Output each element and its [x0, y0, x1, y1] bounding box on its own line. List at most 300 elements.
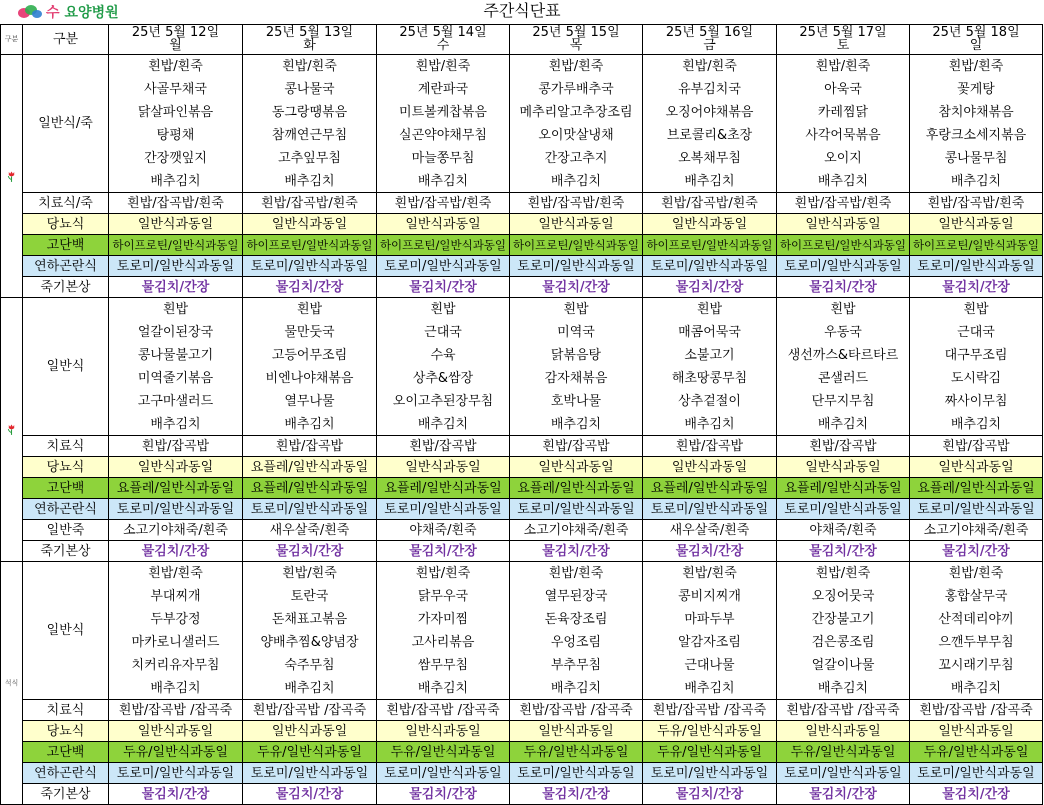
menu-cell: [643, 321, 777, 344]
diet-item: 요플레/일반식과동일: [517, 480, 635, 496]
diet-label: 죽기본상: [40, 786, 91, 802]
diet-item: 물김치/간장: [275, 543, 344, 559]
menu-cell: [109, 654, 243, 677]
menu-cell: [243, 55, 377, 78]
menu-cell: [377, 562, 510, 585]
menu-item: 카레찜닭: [817, 105, 869, 120]
diet-cell: [777, 721, 910, 742]
menu-item: 우동국: [824, 325, 862, 340]
diet-cell: [510, 763, 643, 784]
diet-item: 새우살죽/흰죽: [669, 522, 750, 538]
menu-item: 상추&쌈장: [412, 371, 474, 386]
menu-item: 미트볼케찹볶음: [399, 105, 487, 120]
diet-label-cell: [23, 499, 109, 520]
diet-cell: [377, 235, 510, 256]
menu-item: 열무나물: [284, 394, 335, 409]
diet-item: 흰밥/잡곡밥/흰죽: [261, 195, 358, 211]
diet-label-cell: [23, 457, 109, 478]
menu-cell: [777, 654, 910, 677]
diet-label-cell: [23, 193, 109, 214]
diet-label: 고단백: [46, 237, 85, 253]
menu-cell: [643, 147, 777, 170]
diet-cell: [643, 193, 777, 214]
menu-cell: [243, 170, 377, 193]
menu-cell: [109, 585, 243, 608]
diet-item: 일반식과동일: [805, 723, 881, 739]
diet-item: 물김치/간장: [409, 786, 477, 802]
diet-item: 물김치/간장: [942, 543, 1010, 559]
diet-cell: [643, 763, 777, 784]
menu-item: 수육: [430, 348, 456, 363]
menu-cell: [377, 631, 510, 654]
diet-item: 일반식과동일: [671, 459, 748, 475]
diet-cell: [643, 214, 777, 235]
diet-cell: [377, 763, 510, 784]
menu-item: 근대국: [424, 325, 462, 340]
diet-item: 토로미/일반식과동일: [384, 765, 502, 781]
diet-item: 토로미/일반식과동일: [250, 501, 369, 517]
menu-item: 흰밥: [162, 302, 189, 317]
menu-cell: [243, 562, 377, 585]
day-weekday: 금: [703, 38, 716, 53]
diet-item: 요플레/일반식과동일: [917, 480, 1035, 496]
menu-cell: [910, 298, 1043, 321]
menu-cell: [510, 55, 643, 78]
diet-cell: [643, 478, 777, 499]
menu-cell: [643, 367, 777, 390]
diet-item: 토로미/일반식과동일: [116, 501, 235, 517]
day-header: [777, 25, 910, 55]
diet-label: 치료식: [46, 438, 85, 454]
diet-cell: [377, 784, 510, 805]
menu-item: 배추김치: [817, 173, 869, 189]
menu-cell: [243, 677, 377, 700]
menu-cell: [243, 321, 377, 344]
menu-item: 닭볶음탕: [550, 348, 602, 363]
diet-label-cell: [23, 520, 109, 541]
menu-item: 검은콩조림: [811, 635, 875, 650]
menu-cell: [643, 170, 777, 193]
menu-item: 흰밥: [430, 302, 456, 317]
diet-cell: [109, 721, 243, 742]
menu-cell: [910, 562, 1043, 585]
diet-item: 토로미/일반식과동일: [250, 765, 369, 781]
diet-cell: [243, 499, 377, 520]
menu-item: 소불고기: [684, 348, 735, 363]
menu-cell: [510, 124, 643, 147]
diet-item: 두유/일반식과동일: [390, 744, 496, 760]
diet-cell: [510, 721, 643, 742]
diet-cell: [109, 457, 243, 478]
diet-item: 토로미/일반식과동일: [784, 501, 902, 517]
diet-item: 흰밥/잡곡밥/흰죽: [394, 195, 492, 211]
diet-cell: [910, 742, 1043, 763]
diet-item: 두유/일반식과동일: [123, 744, 228, 760]
menu-item: 배추김치: [550, 173, 602, 189]
diet-cell: [777, 277, 910, 298]
diet-cell: [777, 784, 910, 805]
diet-label-cell: [23, 235, 109, 256]
diet-cell: [243, 784, 377, 805]
diet-cell: [643, 457, 777, 478]
menu-item: 마카로니샐러드: [131, 635, 220, 650]
diet-item: 두유/일반식과동일: [790, 744, 896, 760]
menu-item: 참깨연근무침: [271, 128, 348, 143]
menu-item: 상추겉절이: [678, 394, 741, 409]
menu-item: 배추김치: [284, 173, 335, 189]
menu-cell: [243, 367, 377, 390]
diet-item: 두유/일반식과동일: [923, 744, 1029, 760]
menu-cell: [109, 101, 243, 124]
diet-item: 흰밥/잡곡밥/흰죽: [927, 195, 1025, 211]
menu-item: 미역줄기볶음: [137, 371, 214, 386]
diet-cell: [377, 436, 510, 457]
menu-cell: [910, 585, 1043, 608]
diet-cell: [243, 478, 377, 499]
menu-item: 배추김치: [150, 680, 201, 696]
menu-item: 흰밥/흰죽: [148, 59, 203, 74]
menu-item: 흰밥: [696, 302, 723, 317]
menu-cell: [777, 124, 910, 147]
menu-item: 오징어뭇국: [811, 589, 875, 604]
menu-cell: [109, 124, 243, 147]
menu-cell: [643, 677, 777, 700]
diet-item: 일반식과동일: [405, 216, 481, 232]
diet-cell: [510, 784, 643, 805]
day-date: 25년 5월 12일: [131, 25, 220, 40]
diet-item: 물김치/간장: [141, 786, 210, 802]
menu-cell: [510, 321, 643, 344]
diet-item: 두유/일반식과동일: [657, 744, 762, 760]
menu-item: 콩나물국: [284, 82, 335, 97]
category-label-cell: [23, 562, 109, 700]
diet-cell: [243, 541, 377, 562]
menu-item: 유부김치국: [678, 82, 741, 97]
diet-cell: [377, 457, 510, 478]
diet-item: 토로미/일반식과동일: [517, 501, 635, 517]
diet-cell: [643, 742, 777, 763]
menu-cell: [910, 654, 1043, 677]
menu-item: 사골무채국: [144, 82, 207, 97]
diet-cell: [377, 214, 510, 235]
menu-item: 해초땅콩무침: [671, 371, 748, 386]
diet-item: 흰밥/잡곡밥/흰죽: [661, 195, 758, 211]
diet-item: 요플레/일반식과동일: [250, 480, 369, 496]
menu-item: 배추김치: [417, 173, 469, 189]
diet-item: 토로미/일반식과동일: [250, 258, 369, 274]
menu-cell: [643, 78, 777, 101]
diet-item: 일반식과동일: [538, 723, 614, 739]
menu-cell: [777, 367, 910, 390]
diet-cell: [910, 721, 1043, 742]
menu-cell: [777, 298, 910, 321]
menu-cell: [910, 677, 1043, 700]
diet-cell: [777, 457, 910, 478]
diet-cell: [243, 721, 377, 742]
diet-item: 일반식과동일: [405, 459, 481, 475]
menu-cell: [510, 654, 643, 677]
menu-cell: [243, 298, 377, 321]
page-title: 주간식단표: [483, 1, 561, 20]
menu-cell: [377, 390, 510, 413]
menu-cell: [510, 677, 643, 700]
diet-cell: [910, 499, 1043, 520]
diet-cell: [243, 763, 377, 784]
diet-cell: [910, 214, 1043, 235]
diet-item: 흰밥/잡곡밥 /잡곡죽: [652, 702, 767, 718]
menu-item: 흰밥/흰죽: [282, 566, 337, 581]
diet-cell: [510, 520, 643, 541]
menu-item: 우엉조림: [550, 635, 602, 650]
menu-item: 토란국: [290, 589, 329, 604]
diet-cell: [643, 499, 777, 520]
menu-item: 오이고추된장무침: [392, 394, 494, 409]
diet-label-cell: [23, 784, 109, 805]
diet-cell: [243, 457, 377, 478]
diet-cell: [777, 193, 910, 214]
diet-cell: [109, 763, 243, 784]
menu-cell: [910, 608, 1043, 631]
menu-item: 양배추찜&양념장: [260, 635, 359, 650]
menu-cell: [643, 344, 777, 367]
menu-cell: [510, 147, 643, 170]
menu-cell: [643, 585, 777, 608]
diet-item: 두유/일반식과동일: [523, 744, 629, 760]
menu-item: 흰밥/흰죽: [548, 566, 604, 581]
diet-item: 일반식과동일: [405, 723, 481, 739]
menu-item: 실곤약야채무침: [399, 128, 487, 143]
diet-cell: [910, 436, 1043, 457]
diet-item: 일반식과동일: [271, 216, 348, 232]
day-weekday: 일: [969, 38, 983, 53]
menu-cell: [777, 170, 910, 193]
diet-cell: [777, 763, 910, 784]
diet-cell: [377, 721, 510, 742]
menu-item: 닭살파인볶음: [137, 105, 214, 120]
day-weekday: 화: [303, 38, 316, 53]
menu-item: 비엔나야채볶음: [265, 371, 354, 386]
diet-item: 흰밥/잡곡밥: [141, 438, 210, 454]
menu-cell: [510, 78, 643, 101]
diet-cell: [243, 214, 377, 235]
day-weekday: 월: [169, 38, 182, 53]
menu-item: 알감자조림: [678, 635, 741, 650]
menu-cell: [910, 631, 1043, 654]
day-header: [109, 25, 243, 55]
menu-cell: [109, 390, 243, 413]
diet-item: 흰밥/잡곡밥 /잡곡죽: [919, 702, 1033, 718]
meal-section-label: 석식: [4, 678, 19, 687]
diet-item: 토로미/일반식과동일: [917, 765, 1035, 781]
menu-cell: [643, 55, 777, 78]
diet-cell: [910, 784, 1043, 805]
menu-item: 부추무침: [550, 658, 602, 673]
menu-cell: [910, 55, 1043, 78]
diet-cell: [777, 499, 910, 520]
menu-cell: [777, 390, 910, 413]
menu-item: 배추김치: [950, 416, 1002, 432]
diet-item: 흰밥/잡곡밥: [275, 438, 344, 454]
day-date: 25년 5월 18일: [932, 25, 1020, 40]
diet-item: 하이프로틴/일반식과동일: [779, 237, 907, 252]
diet-item: 두유/일반식과동일: [657, 723, 762, 739]
menu-cell: [243, 654, 377, 677]
diet-item: 하이프로틴/일반식과동일: [912, 237, 1040, 252]
diet-item: 일반식과동일: [938, 216, 1014, 232]
diet-cell: [109, 742, 243, 763]
diet-cell: [910, 256, 1043, 277]
menu-cell: [377, 585, 510, 608]
diet-item: 흰밥/잡곡밥 /잡곡죽: [118, 702, 233, 718]
menu-item: 호박나물: [550, 394, 602, 409]
menu-cell: [643, 101, 777, 124]
menu-cell: [109, 78, 243, 101]
diet-item: 물김치/간장: [675, 543, 744, 559]
menu-item: 배추김치: [950, 680, 1002, 696]
diet-label-cell: [23, 256, 109, 277]
menu-item: 콘샐러드: [817, 371, 869, 386]
diet-label-cell: [23, 478, 109, 499]
day-date: 25년 5월 17일: [799, 25, 887, 40]
diet-label-cell: [23, 763, 109, 784]
menu-item: 계란파국: [417, 82, 469, 97]
diet-cell: [643, 700, 777, 721]
category-label: 일반식: [46, 623, 85, 638]
menu-item: 배추김치: [417, 680, 469, 696]
diet-cell: [377, 700, 510, 721]
diet-cell: [510, 214, 643, 235]
menu-cell: [109, 298, 243, 321]
diet-cell: [377, 193, 510, 214]
menu-cell: [510, 585, 643, 608]
menu-item: 배추김치: [150, 416, 201, 432]
diet-cell: [109, 235, 243, 256]
diet-item: 일반식과동일: [137, 216, 214, 232]
diet-label: 연하곤란식: [34, 258, 97, 274]
menu-cell: [243, 585, 377, 608]
diet-cell: [510, 436, 643, 457]
diet-item: 일반식과동일: [137, 723, 214, 739]
menu-cell: [643, 654, 777, 677]
diet-item: 흰밥/잡곡밥: [942, 438, 1010, 454]
menu-cell: [777, 413, 910, 436]
diet-cell: [109, 700, 243, 721]
diet-item: 토로미/일반식과동일: [650, 765, 769, 781]
menu-cell: [510, 170, 643, 193]
menu-item: 배추김치: [417, 416, 469, 432]
diet-item: 하이프로틴/일반식과동일: [112, 237, 239, 252]
diet-item: 요플레/일반식과동일: [650, 480, 769, 496]
menu-item: 단무지무침: [811, 394, 875, 409]
diet-item: 물김치/간장: [542, 786, 610, 802]
diet-cell: [109, 478, 243, 499]
menu-item: 배추김치: [550, 680, 602, 696]
menu-cell: [243, 344, 377, 367]
diet-cell: [377, 277, 510, 298]
menu-cell: [910, 147, 1043, 170]
day-date: 25년 5월 13일: [265, 25, 354, 40]
diet-cell: [910, 193, 1043, 214]
diet-label-cell: [23, 721, 109, 742]
menu-cell: [910, 413, 1043, 436]
menu-item: 흰밥: [296, 302, 323, 317]
menu-cell: [377, 413, 510, 436]
menu-item: 브로콜리&초장: [666, 128, 753, 143]
menu-cell: [377, 344, 510, 367]
diet-cell: [510, 235, 643, 256]
menu-cell: [910, 344, 1043, 367]
menu-cell: [777, 608, 910, 631]
menu-item: 콩가루배추국: [538, 82, 614, 97]
category-label-cell: [23, 55, 109, 193]
menu-item: 감자채볶음: [544, 371, 608, 386]
menu-item: 흰밥/흰죽: [682, 566, 737, 581]
menu-cell: [243, 78, 377, 101]
diet-item: 새우살죽/흰죽: [269, 522, 350, 538]
diet-item: 물김치/간장: [809, 543, 877, 559]
diet-item: 토로미/일반식과동일: [784, 258, 902, 274]
menu-cell: [777, 562, 910, 585]
diet-item: 일반식과동일: [271, 723, 348, 739]
menu-item: 배추김치: [950, 173, 1002, 189]
menu-item: 닭무우국: [417, 589, 469, 604]
menu-item: 흰밥/흰죽: [548, 59, 604, 74]
menu-item: 콩나물무침: [944, 151, 1008, 166]
menu-cell: [510, 413, 643, 436]
diet-item: 물김치/간장: [675, 279, 744, 295]
menu-cell: [777, 101, 910, 124]
menu-item: 고구마샐러드: [137, 394, 214, 409]
corner-label: 구분: [4, 35, 19, 43]
menu-item: 간장깻잎지: [144, 151, 207, 166]
diet-cell: [243, 742, 377, 763]
diet-item: 흰밥/잡곡밥 /잡곡죽: [519, 702, 633, 718]
flower-icon: [7, 170, 16, 183]
diet-cell: [510, 256, 643, 277]
menu-item: 참치야채볶음: [938, 105, 1014, 120]
day-weekday: 토: [836, 38, 850, 53]
diet-cell: [377, 478, 510, 499]
menu-cell: [243, 101, 377, 124]
meal-section-marker: [1, 55, 23, 298]
day-header: [510, 25, 643, 55]
diet-label: 치료식: [46, 702, 85, 718]
menu-item: 흰밥: [563, 302, 589, 317]
menu-cell: [643, 562, 777, 585]
diet-item: 소고기야채죽/흰죽: [923, 522, 1029, 538]
diet-item: 토로미/일반식과동일: [116, 765, 235, 781]
menu-item: 얼갈이된장국: [137, 325, 214, 340]
diet-cell: [510, 478, 643, 499]
menu-item: 오징어야채볶음: [665, 105, 754, 120]
diet-cell: [777, 235, 910, 256]
menu-item: 으깬두부무침: [938, 635, 1014, 650]
day-weekday: 수: [436, 38, 450, 53]
menu-cell: [243, 147, 377, 170]
diet-label-cell: [23, 277, 109, 298]
diet-item: 물김치/간장: [809, 786, 877, 802]
diet-cell: [643, 784, 777, 805]
menu-item: 배추김치: [684, 680, 735, 696]
menu-item: 동그랑땡볶음: [271, 105, 348, 120]
menu-cell: [643, 608, 777, 631]
menu-cell: [377, 367, 510, 390]
menu-cell: [910, 321, 1043, 344]
diet-item: 물김치/간장: [141, 279, 210, 295]
diet-item: 물김치/간장: [675, 786, 744, 802]
diet-cell: [643, 277, 777, 298]
menu-cell: [377, 124, 510, 147]
